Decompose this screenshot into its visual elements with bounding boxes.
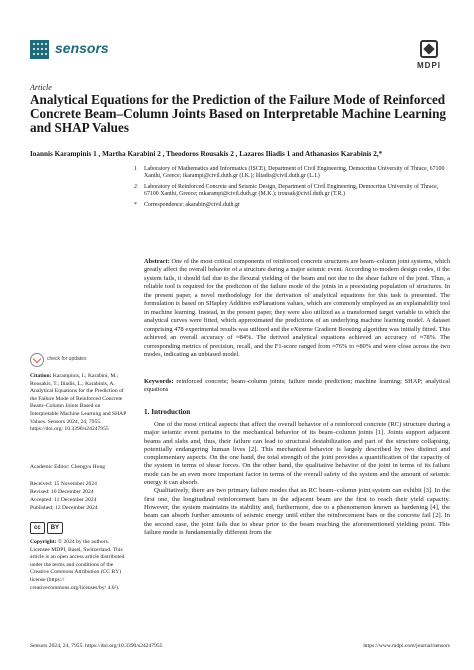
publisher-name: MDPI [417,61,441,70]
section-title-introduction: 1. Introduction [144,408,191,416]
author-list: Ioannis Karampinis 1 , Martha Karabini 2 , Theodoros Rousakis 2 , Lazaros Iliadis 1 and Athanasios Karabinis 2,* [30,150,383,158]
journal-logo [30,40,49,59]
date-received: Received: 15 November 2024 [30,481,97,487]
academic-editor: Academic Editor: Chengyu Hong [30,464,106,470]
abstract-label: Abstract: [144,258,170,265]
date-revised: Revised: 10 December 2024 [30,489,94,495]
abstract-text: One of the most critical components of reinforced concrete structures are beam–column joint systems, which greatly affect the overall behavior of a structure during a major seismic event. According to modern design codes, if the system fails, it should fail due to the flexural yielding of the beam and not due to the shear failure of the joint. Thus, a reliable tool is required for the prediction of the failure mode of the joints in a preexisting population of structures. In the present paper, a novel methodology for the derivation of analytical equations for this task is presented. The formulation is based on SHapley Additive exPlanations values, which are commonly employed as an explainability tool in machine learning. Instead, in the present paper, they were also utilized as a transformed target variable to which the analytical curves were fitted, which approximated the predictions of an underlying machine learning model. A dataset comprising 478 experimental results was utilized and the eXtreme Gradient Boosting algorithm was initially fitted. This achieved an overall accuracy of ≈84%. The derived analytical equations achieved an accuracy of ≈78%. The corresponding metrics of precision, recall, and the F1-score ranged from ≈76% to ≈80% and were close across the two modes, indicating an unbiased model. [144,258,450,358]
journal-name[interactable]: sensors [55,40,109,56]
date-accepted: Accepted: 11 December 2024 [30,497,97,503]
introduction-body [144,421,450,537]
footer-journal-link[interactable]: https://www.mdpi.com/journal/sensors [363,643,450,649]
paper-title: Analytical Equations for the Prediction of the Failure Mode of Reinforced Concrete Beam–Column Joints Based on Interpretable Machine Learning and SHAP Values [30,92,447,136]
keywords [144,378,450,395]
copyright-notice: Copyright: © 2024 by the authors. Licensee MDPI, Basel, Switzerland. This article is an open access article distributed under the terms and conditions of the Creative Commons Attribution (CC BY) license (https:// creativecommons.org/licenses/by/ 4.0/). [30,539,125,591]
correspondence: * Correspondence: akarabin@civil.duth.gr [134,202,240,208]
abstract [144,258,450,359]
citation: Citation: Karampinis, I.; Karabini, M.; Rousakis, T.; Iliadis, L.; Karabinis, A. Analytical Equations for the Prediction of the Failure Mode of Reinforced Concrete Beam–Column Joints Based on Interpretable Machine Learning and SHAP Values. Sensors 2024, 24, 7955. https://doi.org/ 10.3390/s24247955 [30,373,127,433]
cc-by-license-badge[interactable] [30,522,63,536]
keywords-text: reinforced concrete; beam–column joints; failure mode prediction; machine learning; SHAP; analytical equations [144,378,450,394]
cc-icon: cc [30,522,45,534]
check-updates-icon [30,353,44,367]
intro-paragraph-2: Qualitatively, there are two primary failure modes that an RC beam–column joint system can exhibit [3]. In the first one, the longitudinal reinforcement bars in the adjacent beam are the first to reach their yield capacity. However, the system maintains its stability and, furthermore, due to a phenomenon known as hardening [4], the beam can absorb further amounts of seismic energy until either the reinforcement bars or the concrete fail [2]. In the second case, the joint fails due to shear prior to the beam reaching the aforementioned yielding point. This failure mode is fundamentally different from the [144,487,450,536]
affiliation-1: 1 Laboratory of Mathematics and Informatics (ISCE), Department of Civil Engineering, Democritus University of Thrace, 67100 Xanthi, Greece; ikarampi@civil.duth.gr (I.K.); liliadis@civil.duth.gr (L.I.) [134,166,445,180]
date-published: Published: 12 December 2024 [30,505,98,511]
intro-paragraph-1: One of the most critical aspects that affect the overall behavior of a reinforced concrete (RC) structure during a major seismic event pertains to the mechanical behavior of its beam–column joints [1]. Joints support adjacent beams and slabs and, thus, their failure can lead to structural destabilization and part of the structure collapsing, potentially endangering human lives [2]. This mechanical behavior is largely described by two distinct and complementary aspects. On the one hand, the total strength of the joint provides a quantification of the capacity of the system in terms of shear forces. On the other hand, the qualitative behavior of the joint in terms of its failure mode can be an even more important factor in terms of the overall safety of the system and the amount of seismic energy it can absorb. [144,421,450,487]
mdpi-logo-icon[interactable] [420,40,438,58]
affiliation-2: 2 Laboratory of Reinforced Concrete and Seismic Design, Department of Civil Engineering, Democritus University of Thrace, 67100 Xanthi, Greece; mkarampi@civil.duth.gr (M.K.); trousak@civil.duth.gr (T.R.) [134,184,439,198]
footer-citation[interactable]: Sensors 2024, 24, 7955. https://doi.org/10.3390/s24247955 [30,643,163,649]
check-for-updates-button[interactable]: check for updates [30,351,100,369]
keywords-label: Keywords: [144,378,174,385]
article-type: Article [30,83,52,92]
by-icon: BY [47,522,63,534]
